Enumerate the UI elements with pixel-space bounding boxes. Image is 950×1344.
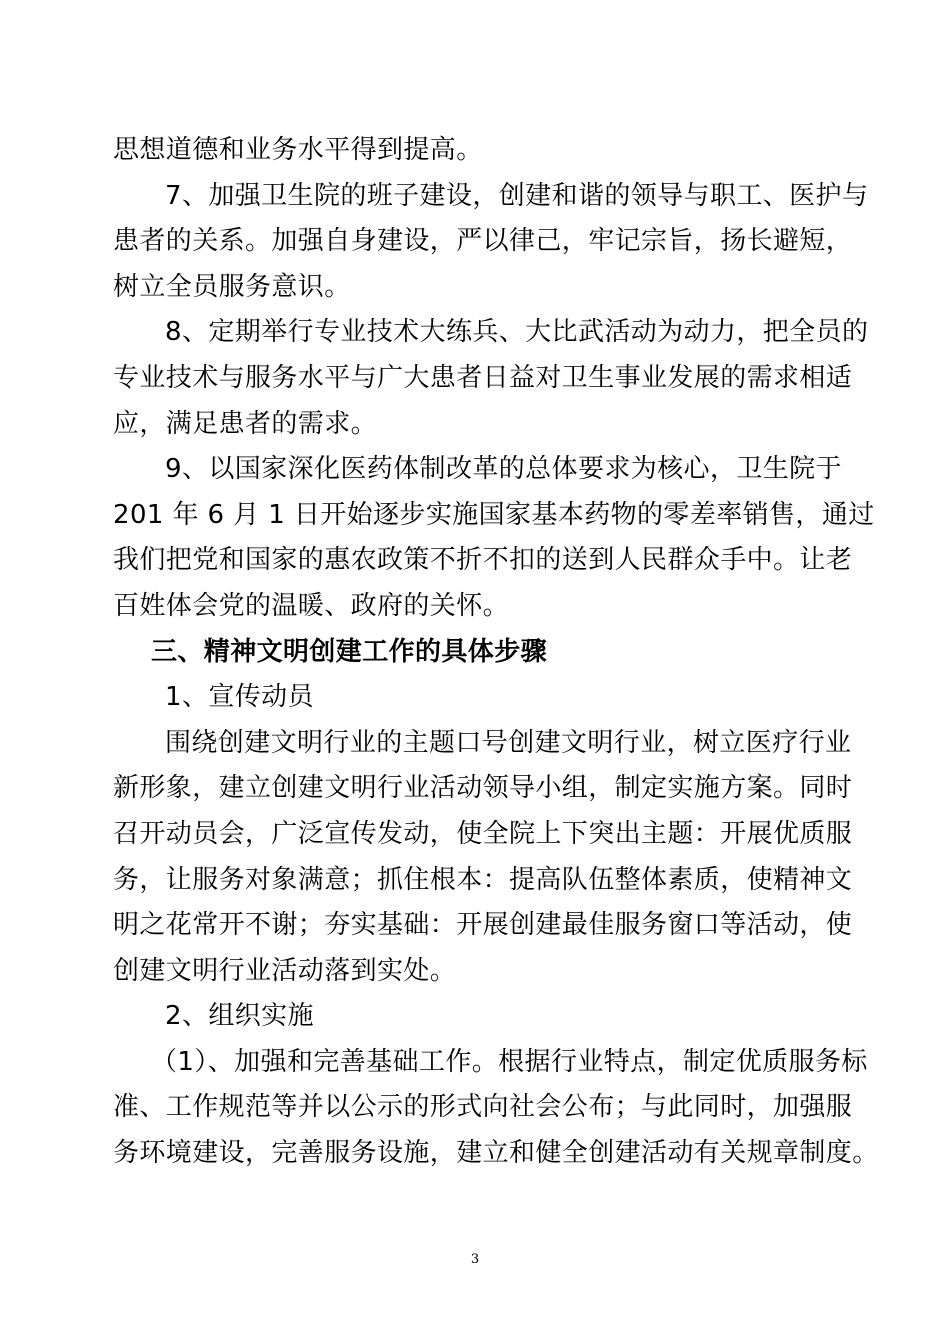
paragraph-line: 召开动员会，广泛宣传发动，使全院上下突出主题：开展优质服 — [113, 818, 853, 849]
paragraph-line: 树立全员服务意识。 — [113, 271, 351, 302]
subsection-heading: 1、宣传动员 — [165, 682, 314, 713]
paragraph-line: 患者的关系。加强自身建设，严以律己，牢记宗旨，扬长避短， — [113, 226, 853, 257]
paragraph-line: 新形象，建立创建文明行业活动领导小组，制定实施方案。同时 — [113, 773, 853, 804]
paragraph-line: 7、加强卫生院的班子建设，创建和谐的领导与职工、医护与 — [165, 180, 869, 211]
paragraph-line: 8、定期举行专业技术大练兵、大比武活动为动力，把全员的 — [165, 317, 869, 348]
paragraph-line: 百姓体会党的温暖、政府的关怀。 — [113, 590, 510, 621]
paragraph-line: 专业技术与服务水平与广大患者日益对卫生事业发展的需求相适 — [113, 362, 853, 393]
section-heading: 三、精神文明创建工作的具体步骤 — [151, 636, 548, 667]
paragraph-line: 应，满足患者的需求。 — [113, 408, 378, 439]
paragraph-line: 务，让服务对象满意；抓住根本：提高队伍整体素质，使精神文 — [113, 864, 853, 895]
paragraph-line: 我们把党和国家的惠农政策不折不扣的送到人民群众手中。让老 — [113, 545, 853, 576]
paragraph-line: 9、以国家深化医药体制改革的总体要求为核心，卫生院于 — [165, 454, 842, 485]
paragraph-line: 务环境建设，完善服务设施，建立和健全创建活动有关规章制度。 — [113, 1138, 879, 1169]
page-number: 3 — [470, 1252, 480, 1267]
paragraph-line: 思想道德和业务水平得到提高。 — [113, 135, 483, 165]
paragraph-line: 围绕创建文明行业的主题口号创建文明行业，树立医疗行业 — [165, 727, 852, 758]
subsection-heading: 2、组织实施 — [165, 1001, 314, 1032]
paragraph-line: 准、工作规范等并以公示的形式向社会公布；与此同时，加强服 — [113, 1092, 853, 1123]
document-body — [113, 128, 879, 1177]
paragraph-line: 明之花常开不谢；夯实基础：开展创建最佳服务窗口等活动，使 — [113, 910, 853, 941]
paragraph-line: 创建文明行业活动落到实处。 — [113, 955, 457, 986]
paragraph-line: （1）、加强和完善基础工作。根据行业特点，制定优质服务标 — [151, 1046, 868, 1077]
paragraph-line: 201 年 6 月 1 日开始逐步实施国家基本药物的零差率销售，通过 — [113, 499, 875, 530]
